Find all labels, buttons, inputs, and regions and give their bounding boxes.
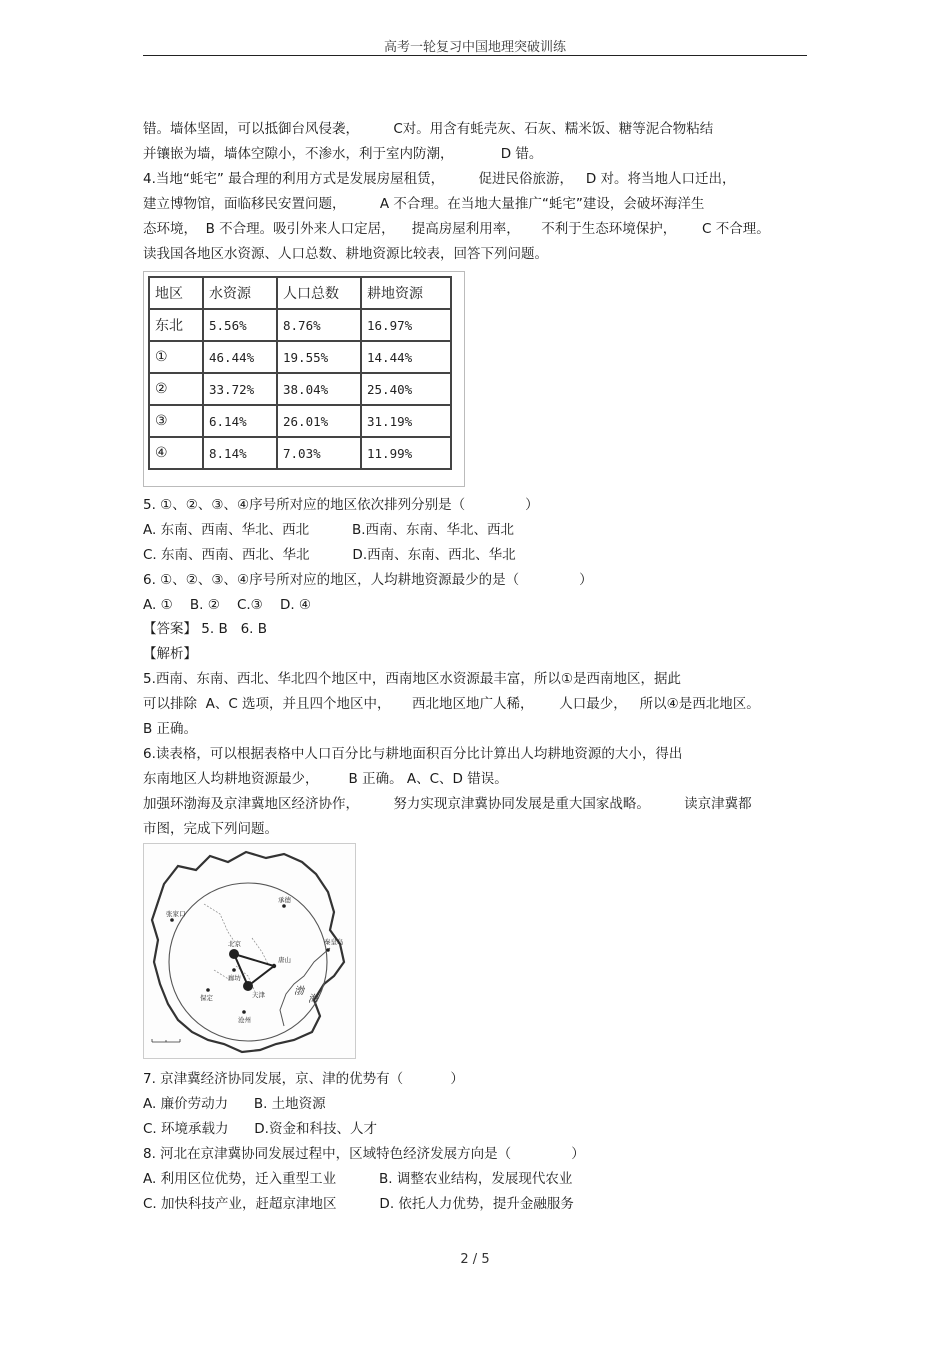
resource-table xyxy=(148,276,452,470)
table-row xyxy=(149,341,451,373)
text-line: 建立博物馆，面临移民安置问题， A 不合理。在当地大量推广“蚝宅”建设，会破坏海洋生 xyxy=(143,196,705,212)
map-label-tangshan: 唐山 xyxy=(278,956,291,964)
text-line: 6.读表格，可以根据表格中人口百分比与耕地面积百分比计算出人均耕地资源的大小，得出 xyxy=(143,746,683,762)
question-7: 7. 京津冀经济协同发展，京、津的优势有（ ） xyxy=(143,1071,464,1087)
question-6-options: A. ① B. ② C.③ D. ④ xyxy=(143,597,312,613)
table-cell: 东北 xyxy=(149,309,203,341)
question-8: 8. 河北在京津冀协同发展过程中，区域特色经济发展方向是（ ） xyxy=(143,1146,585,1162)
scale-bar xyxy=(152,1039,180,1042)
city-dot-zhangjiakou xyxy=(170,918,174,922)
table-cell: ④ xyxy=(149,437,203,469)
map-label-sea-2: 海 xyxy=(308,994,318,1005)
table-cell: 5.56% xyxy=(203,309,277,341)
map-label-tianjin: 天津 xyxy=(252,991,265,999)
city-dot-qinhuangdao xyxy=(326,948,330,952)
city-dot-tianjin xyxy=(243,981,253,991)
table-header-cell: 水资源 xyxy=(203,277,277,309)
page-header: 高考一轮复习中国地理突破训练 xyxy=(383,40,566,55)
jingjinji-map xyxy=(144,844,355,1058)
table-row xyxy=(149,405,451,437)
table-cell: 7.03% xyxy=(277,437,361,469)
header-rule xyxy=(143,55,807,56)
text-line: 错。墙体坚固，可以抵御台风侵袭， C对。用含有蚝壳灰、石灰、糯米饭、糖等泥合物粘结 xyxy=(143,121,714,137)
table-cell: ② xyxy=(149,373,203,405)
question-8-options-cd: C. 加快科技产业，赶超京津地区 D. 依托人力优势，提升金融服务 xyxy=(143,1196,574,1212)
table-cell: 11.99% xyxy=(361,437,451,469)
resource-table-figure xyxy=(143,271,465,487)
question-7-options-cd: C. 环境承载力 D.资金和科技、人才 xyxy=(143,1121,377,1137)
map-label-baoding: 保定 xyxy=(200,994,213,1002)
table-cell: 31.19% xyxy=(361,405,451,437)
map-label-qinhuangdao: 秦皇岛 xyxy=(324,938,344,946)
question-6: 6. ①、②、③、④序号所对应的地区，人均耕地资源最少的是（ ） xyxy=(143,572,593,588)
city-dot-beijing xyxy=(229,949,239,959)
question-7-options-ab: A. 廉价劳动力 B. 土地资源 xyxy=(143,1096,326,1112)
table-header-cell: 人口总数 xyxy=(277,277,361,309)
question-5: 5. ①、②、③、④序号所对应的地区依次排列分别是（ ） xyxy=(143,497,539,513)
text-line: 5.西南、东南、西北、华北四个地区中，西南地区水资源最丰富，所以①是西南地区，据此 xyxy=(143,671,681,687)
text-line: 市图，完成下列问题。 xyxy=(143,821,278,837)
map-label-beijing: 北京 xyxy=(228,940,241,948)
analysis-heading: 【解析】 xyxy=(143,646,197,662)
map-label-chengde: 承德 xyxy=(278,896,291,904)
text-line: 东南地区人均耕地资源最少， B 正确。 A、C、D 错误。 xyxy=(143,771,508,787)
text-line: 读我国各地区水资源、人口总数、耕地资源比较表，回答下列问题。 xyxy=(143,246,548,262)
page-number: 2 / 5 xyxy=(460,1252,490,1267)
table-cell: 33.72% xyxy=(203,373,277,405)
text-line: B 正确。 xyxy=(143,721,198,737)
table-header-row xyxy=(149,277,451,309)
city-dot-tangshan xyxy=(272,964,276,968)
question-8-options-ab: A. 利用区位优势，迁入重型工业 B. 调整农业结构，发展现代农业 xyxy=(143,1171,573,1187)
text-line: 并镶嵌为墙，墙体空隙小，不渗水，利于室内防潮， D 错。 xyxy=(143,146,543,162)
city-dot-langfang xyxy=(232,968,236,972)
table-cell: ① xyxy=(149,341,203,373)
text-line: 加强环渤海及京津冀地区经济协作， 努力实现京津冀协同发展是重大国家战略。 读京津冀都 xyxy=(143,796,752,812)
table-header-cell: 耕地资源 xyxy=(361,277,451,309)
table-row xyxy=(149,373,451,405)
table-cell: 16.97% xyxy=(361,309,451,341)
question-5-options-ab: A. 东南、西南、华北、西北 B.西南、东南、华北、西北 xyxy=(143,522,515,538)
table-cell: ③ xyxy=(149,405,203,437)
table-cell: 19.55% xyxy=(277,341,361,373)
table-cell: 8.76% xyxy=(277,309,361,341)
table-cell: 25.40% xyxy=(361,373,451,405)
answer-line: 【答案】 5. B 6. B xyxy=(143,621,268,637)
table-cell: 8.14% xyxy=(203,437,277,469)
city-dot-cangzhou xyxy=(242,1010,246,1014)
map-label-sea-1: 渤 xyxy=(294,986,304,997)
city-dot-chengde xyxy=(282,904,286,908)
table-cell: 14.44% xyxy=(361,341,451,373)
text-line: 态环境， B 不合理。吸引外来人口定居， 提高房屋利用率， 不利于生态环境保护， C 不合理。 xyxy=(143,221,770,237)
map-label-cangzhou: 沧州 xyxy=(238,1016,251,1024)
text-line: 4.当地“蚝宅” 最合理的利用方式是发展房屋租赁， 促进民俗旅游， D 对。将当地人口迁出， xyxy=(143,171,736,187)
table-cell: 6.14% xyxy=(203,405,277,437)
question-5-options-cd: C. 东南、西南、西北、华北 D.西南、东南、西北、华北 xyxy=(143,547,516,563)
city-dot-baoding xyxy=(206,988,210,992)
map-label-zhangjiakou: 张家口 xyxy=(166,910,186,918)
table-cell: 46.44% xyxy=(203,341,277,373)
table-header-cell: 地区 xyxy=(149,277,203,309)
table-cell: 38.04% xyxy=(277,373,361,405)
table-row xyxy=(149,437,451,469)
text-line: 可以排除 A、C 选项，并且四个地区中， 西北地区地广人稀， 人口最少， 所以④是西北地区。 xyxy=(143,696,760,712)
table-row xyxy=(149,309,451,341)
table-cell: 26.01% xyxy=(277,405,361,437)
jingjinji-map-figure xyxy=(143,843,356,1059)
map-label-langfang: 廊坊 xyxy=(228,974,241,982)
